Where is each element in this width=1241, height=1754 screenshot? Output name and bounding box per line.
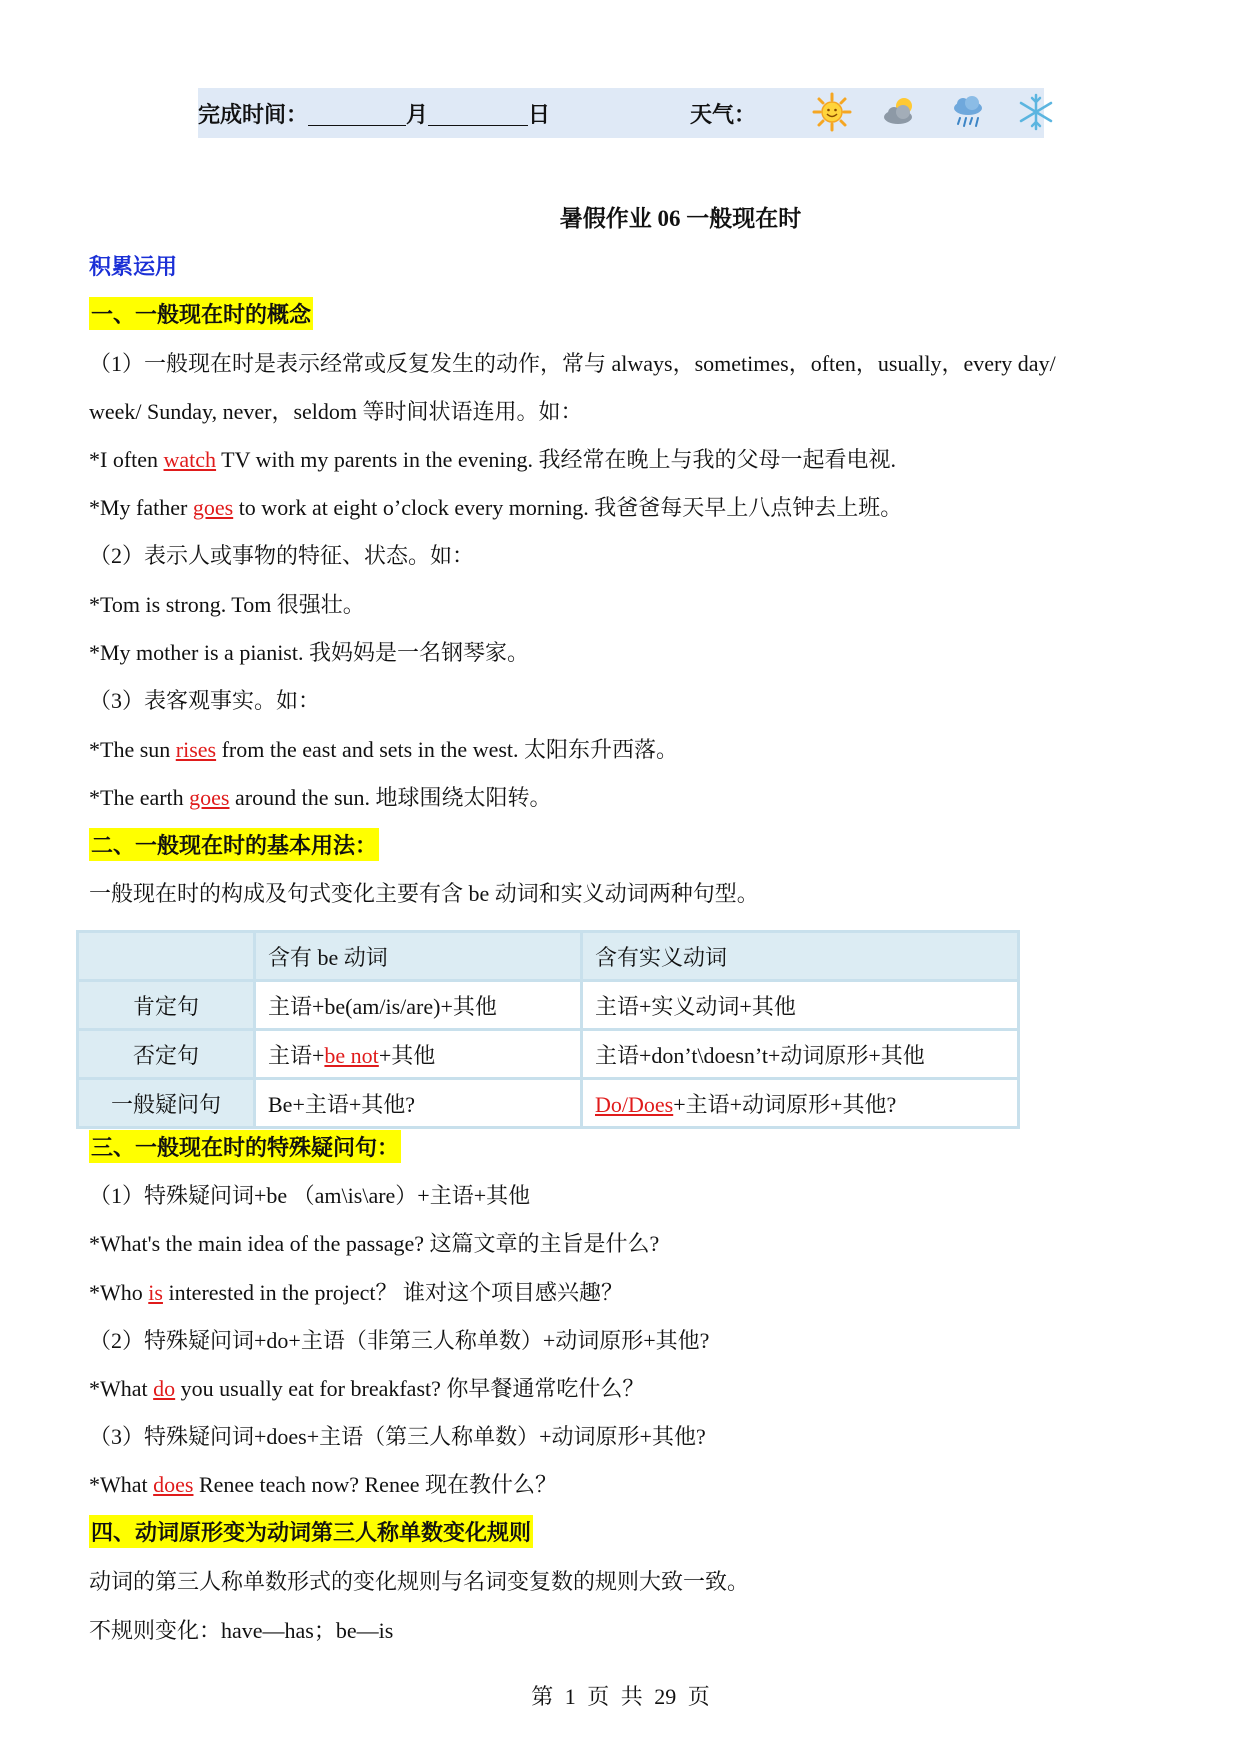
table-cell	[255, 1030, 582, 1079]
page-title: 暑假作业 06 一般现在时	[559, 206, 802, 231]
row-label: 一般疑问句	[78, 1079, 255, 1128]
month-blank	[308, 101, 406, 126]
text-line: （3）特殊疑问词+does+主语（第三人称单数）+动词原形+其他?	[89, 1424, 706, 1449]
table-header-cell: 含有实义动词	[582, 932, 1019, 981]
text-span: around the sun. 地球围绕太阳转。	[229, 785, 552, 810]
section-1-heading: 一、一般现在时的概念	[89, 297, 313, 330]
table-row	[78, 1030, 1019, 1079]
text-span: Renee teach now? Renee 现在教什么？	[193, 1472, 557, 1497]
row-label: 否定句	[78, 1030, 255, 1079]
month-label: 月	[406, 101, 429, 127]
text-span: *What	[89, 1376, 154, 1401]
highlighted-verb: do	[153, 1376, 176, 1401]
section-2-heading: 二、一般现在时的基本用法：	[89, 828, 379, 861]
highlighted-verb: watch	[163, 447, 217, 472]
table-cell	[582, 1079, 1019, 1128]
day-blank	[428, 101, 528, 126]
cloudy-icon	[880, 92, 920, 132]
text-span: TV with my parents in the evening. 我经常在晚上与我的父母一起看电视.	[216, 447, 896, 472]
snow-icon	[1016, 92, 1056, 132]
table-header-cell: 含有 be 动词	[255, 932, 582, 981]
example-line: *My mother is a pianist. 我妈妈是一名钢琴家。	[89, 640, 529, 665]
text-line: 动词的第三人称单数形式的变化规则与名词变复数的规则大致一致。	[89, 1569, 750, 1594]
sunny-icon	[812, 92, 852, 132]
grammar-table	[76, 930, 1020, 1129]
rain-icon	[948, 92, 988, 132]
text-line: （2）特殊疑问词+do+主语（非第三人称单数）+动词原形+其他?	[89, 1328, 710, 1353]
example-line	[89, 1372, 644, 1403]
text-span: interested in the project？ 谁对这个项目感兴趣？	[162, 1280, 624, 1305]
example-line	[89, 781, 552, 812]
highlighted-verb: does	[153, 1472, 194, 1497]
table-row	[78, 1079, 1019, 1128]
highlighted-verb: rises	[175, 737, 217, 762]
page-footer: 第 1 页 共 29 页	[531, 1684, 710, 1709]
text-span: *What	[89, 1472, 154, 1497]
weather-label: 天气：	[690, 101, 757, 127]
table-header-row	[78, 932, 1019, 981]
text-span: *My father	[89, 495, 193, 520]
example-line	[89, 443, 896, 474]
table-cell: 主语+be(am/is/are)+其他	[255, 981, 582, 1030]
example-line	[89, 733, 678, 764]
highlighted-verb: is	[148, 1280, 163, 1305]
table-cell: Be+主语+其他?	[255, 1079, 582, 1128]
section-3-heading: 三、一般现在时的特殊疑问句：	[89, 1130, 401, 1163]
weather-icons	[812, 92, 1056, 132]
row-label: 肯定句	[78, 981, 255, 1030]
table-header-cell	[78, 932, 255, 981]
highlighted-verb: goes	[189, 785, 230, 810]
text-line: 不规则变化：have—has；be—is	[89, 1618, 394, 1643]
text-span: *I often	[89, 447, 164, 472]
text-span: you usually eat for breakfast? 你早餐通常吃什么？	[175, 1376, 645, 1401]
text-line: 一般现在时的构成及句式变化主要有含 be 动词和实义动词两种句型。	[89, 881, 759, 906]
text-span: +其他	[378, 1042, 436, 1068]
text-span: *Who	[89, 1280, 149, 1305]
highlighted-verb: goes	[192, 495, 234, 520]
text-span: +主语+动词原形+其他?	[673, 1091, 897, 1117]
section-4-heading: 四、动词原形变为动词第三人称单数变化规则	[89, 1515, 533, 1548]
text-span: *The earth	[89, 785, 190, 810]
text-span: to work at eight o’clock every morning. 我爸爸每天早上八点钟去上班。	[233, 495, 903, 520]
highlighted-verb: be not	[324, 1042, 379, 1068]
section-accumulate-heading: 积累运用	[89, 254, 178, 279]
example-line	[89, 1276, 623, 1307]
text-line: week/ Sunday, never，seldom 等时间状语连用。如：	[89, 399, 583, 424]
day-label: 日	[528, 101, 551, 127]
text-line: （1）特殊疑问词+be （am\is\are）+主语+其他	[89, 1183, 531, 1208]
highlighted-verb: Do/Does	[595, 1091, 674, 1117]
text-line: （3）表客观事实。如：	[89, 688, 321, 713]
text-line: （2）表示人或事物的特征、状态。如：	[89, 543, 475, 568]
table-cell: 主语+实义动词+其他	[582, 981, 1019, 1030]
completion-time-label: 完成时间：	[198, 101, 309, 127]
text-span: *The sun	[89, 737, 176, 762]
text-line: （1）一般现在时是表示经常或反复发生的动作，常与 always，sometimes，often，usually，every day/	[89, 351, 1056, 376]
table-row	[78, 981, 1019, 1030]
example-line	[89, 1468, 557, 1499]
text-span: from the east and sets in the west. 太阳东升西落。	[216, 737, 679, 762]
example-line: *Tom is strong. Tom 很强壮。	[89, 592, 365, 617]
table-cell: 主语+don’t\doesn’t+动词原形+其他	[582, 1030, 1019, 1079]
example-line: *What's the main idea of the passage? 这篇文章的主旨是什么?	[89, 1231, 660, 1256]
text-span: 主语+	[268, 1042, 325, 1068]
example-line	[89, 491, 902, 522]
